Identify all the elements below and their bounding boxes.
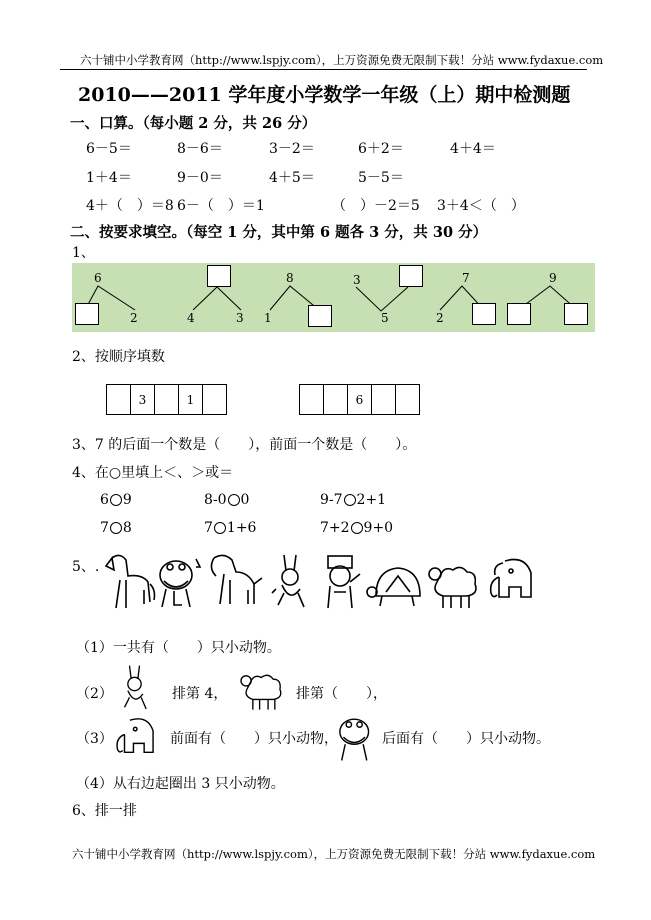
compare-1-1 (100, 492, 132, 508)
tree-5-top: 7 (462, 271, 470, 285)
compare-circle[interactable] (351, 522, 363, 534)
tree-1-top: 6 (94, 271, 102, 285)
compare-right: 9 (122, 492, 132, 508)
calc-2-3: 4＋5＝ (269, 170, 315, 186)
horse-icon (98, 550, 158, 615)
compare-left: 9-7 (320, 492, 343, 508)
compare-2-2 (204, 520, 256, 536)
q2-label: 2、按顺序填数 (72, 349, 165, 365)
compare-circle[interactable] (344, 494, 356, 506)
seq1-cell: 1 (178, 384, 203, 415)
tree-4-right: 5 (381, 311, 389, 325)
tree-6-left-box[interactable] (507, 303, 531, 325)
compare-right: 8 (122, 520, 132, 536)
elephant-icon (112, 713, 162, 763)
calc-3-2: 6－（ ）＝1 (177, 198, 265, 214)
q5-2-rank: 排第 4， (172, 686, 228, 702)
q3-text: 3、7 的后面一个数是（ ），前面一个数是（ ）。 (72, 437, 417, 453)
compare-right: 2+1 (356, 492, 387, 508)
q5-3-front: 前面有（ ）只小动物， (170, 731, 338, 747)
frog-icon (152, 553, 204, 611)
seq2-cell[interactable] (299, 384, 324, 415)
page-header: 六十铺中小学教育网（http://www.lspjy.com），上万资源免费无限制下载！分站 www.fydaxue.com (80, 53, 604, 67)
tree-2-right: 3 (236, 311, 244, 325)
seq1-cell[interactable] (106, 384, 131, 415)
compare-left: 7 (204, 520, 213, 536)
calc-1-2: 8－6＝ (177, 141, 223, 157)
compare-2-1 (100, 520, 132, 536)
tree-4-left-box[interactable] (399, 265, 423, 287)
tree-3-top: 8 (286, 271, 294, 285)
number-bond-lines (0, 0, 651, 340)
frog-icon (332, 712, 380, 764)
compare-right: 1+6 (226, 520, 257, 536)
page-footer: 六十铺中小学教育网（http://www.lspjy.com），上万资源免费无限制下载！分站 www.fydaxue.com (72, 847, 596, 861)
compare-1-3 (320, 492, 386, 508)
q4-label: 4、在○里填上＜、＞或＝ (72, 465, 234, 481)
compare-circle[interactable] (110, 522, 122, 534)
sheep-icon (236, 669, 290, 713)
q5-2-question: 排第（ ）， (296, 686, 387, 702)
rabbit-icon (270, 553, 316, 613)
calc-3-4: 3＋4＜（ ） (437, 198, 525, 214)
rabbit-icon (117, 664, 157, 714)
dog-icon (204, 550, 266, 612)
q5-4: （4）从右边起圈出 3 只小动物。 (76, 776, 285, 792)
compare-circle[interactable] (228, 494, 240, 506)
q1-label: 1、 (72, 245, 95, 261)
q5-1: （1）一共有（ ）只小动物。 (76, 640, 281, 656)
tree-3-right-box[interactable] (308, 305, 332, 327)
compare-circle[interactable] (110, 494, 122, 506)
sequence-row-2 (299, 384, 420, 415)
tree-3-left: 1 (264, 311, 272, 325)
seq1-cell[interactable] (154, 384, 179, 415)
calc-2-2: 9－0＝ (177, 170, 223, 186)
tree-2-top-box[interactable] (207, 265, 231, 287)
elephant-icon (485, 553, 541, 609)
tree-5-right-box[interactable] (472, 303, 496, 325)
compare-circle[interactable] (214, 522, 226, 534)
q6-label: 6、排一排 (72, 803, 137, 819)
page-title: 2010——2011 学年度小学数学一年级（上）期中检测题 (78, 84, 571, 106)
q5-3-back: 后面有（ ）只小动物。 (382, 731, 550, 747)
compare-1-2 (204, 492, 249, 508)
compare-2-3 (320, 520, 393, 536)
seq1-cell: 3 (130, 384, 155, 415)
calc-1-3: 3－2＝ (269, 141, 315, 157)
sheep-icon (425, 560, 485, 612)
q5-2-prefix: （2） (76, 686, 113, 702)
section-1-heading: 一、口算。（每小题 2 分，共 26 分） (70, 115, 317, 132)
section-2-heading: 二、按要求填空。（每空 1 分，其中第 6 题各 3 分，共 30 分） (70, 224, 488, 241)
tree-2-left: 4 (187, 311, 195, 325)
compare-right: 0 (240, 492, 250, 508)
calc-2-1: 1＋4＝ (86, 170, 132, 186)
seq2-cell[interactable] (323, 384, 348, 415)
calc-1-4: 6＋2＝ (358, 141, 404, 157)
tree-1-right: 2 (130, 311, 138, 325)
calc-2-4: 5－5＝ (358, 170, 404, 186)
seq2-cell[interactable] (395, 384, 420, 415)
compare-left: 7 (100, 520, 109, 536)
tree-1-left-box[interactable] (75, 303, 99, 325)
compare-left: 7+2 (320, 520, 350, 536)
seq2-cell[interactable] (371, 384, 396, 415)
calc-1-1: 6－5＝ (86, 141, 132, 157)
tree-5-left: 2 (436, 311, 444, 325)
compare-right: 9+0 (363, 520, 394, 536)
tree-6-top: 9 (549, 271, 557, 285)
q5-3-prefix: （3） (76, 731, 113, 747)
q5-label: 5、. (72, 559, 100, 575)
seq2-cell: 6 (347, 384, 372, 415)
seq1-cell[interactable] (202, 384, 227, 415)
sequence-row-1 (106, 384, 227, 415)
monkey-icon (318, 552, 364, 614)
tree-6-right-box[interactable] (564, 303, 588, 325)
compare-left: 6 (100, 492, 109, 508)
compare-left: 8-0 (204, 492, 227, 508)
calc-3-3: （ ）－2＝5 (332, 198, 420, 214)
turtle-icon (366, 562, 424, 612)
calc-3-1: 4＋（ ）＝8 (86, 198, 174, 214)
calc-1-5: 4＋4＝ (450, 141, 496, 157)
tree-4-top: 3 (353, 273, 361, 287)
